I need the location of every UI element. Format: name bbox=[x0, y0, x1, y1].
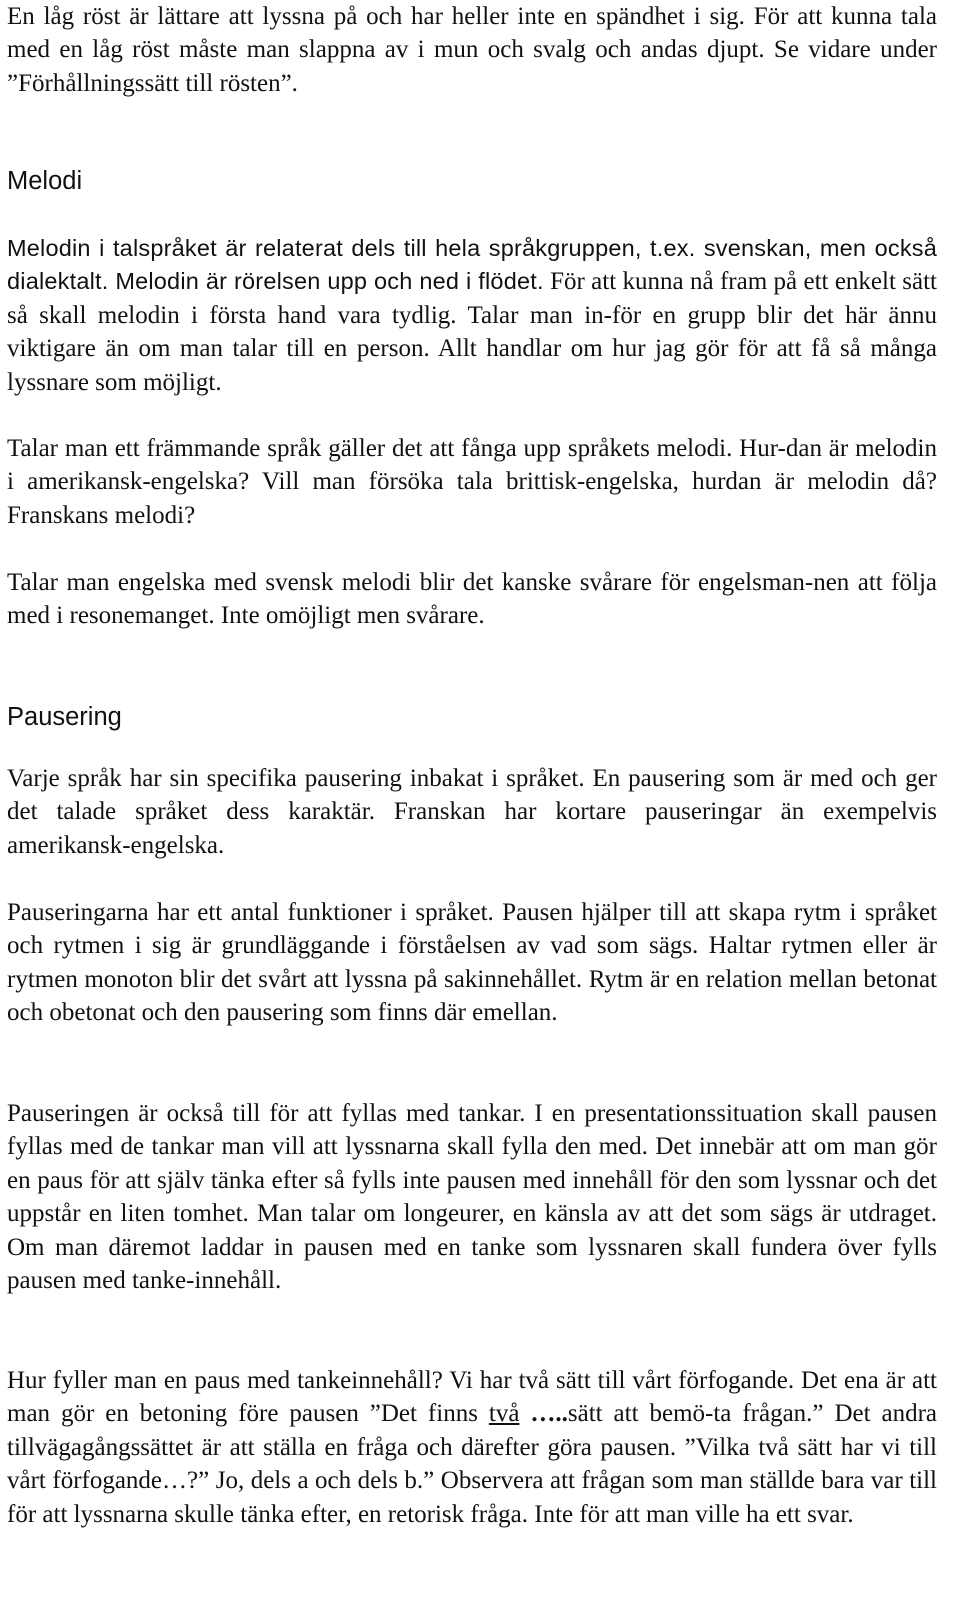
melodi-paragraph-1-sans: Melodin i talspråket är relaterat dels till hela språkgruppen, t.ex. svenskan, men också dialektalt. Melodin är rörelsen upp och ned i flödet. bbox=[7, 235, 937, 295]
intro-paragraph: En låg röst är lättare att lyssna på och har heller inte en spändhet i sig. För att kunna tala med en låg röst måste man slappna av i mun och svalg och andas djupt. Se vidare under ”Förhållningssätt till rösten”. bbox=[7, 3, 937, 97]
underlined-word: två bbox=[488, 1400, 520, 1428]
pausering-paragraph-2: Pauseringarna har ett antal funktioner i språket. Pausen hjälper till att skapa rytm i språket och rytmen i sig är grundläggande i förståelsen av vad som sägs. Haltar rytmen eller är rytmen monoton blir det svårt att lyssna på sakinnehållet. Rytm är en relation mellan betonat och obetonat och den pausering som finns där emellan. bbox=[7, 899, 937, 1027]
pausering-paragraph-4-end: sätt att bemö-ta frågan.” Det andra tillvägagångssättet är att ställa en fråga och därefter göra pausen. ”Vilka två sätt har vi till vårt förfogande…?” Jo, dels a och dels b.” Observera att frågan som man ställde bara var till för att lyssnarna skulle tänka efter, en retorisk fråga. Inte för att man ville ha ett svar. bbox=[7, 1400, 938, 1528]
pausering-paragraph-3: Pauseringen är också till för att fyllas med tankar. I en presentationssituation skall pausen fyllas med de tankar man vill att lyssnarna skall fylla den med. Det innebär att om man gör en paus för att själv tänka efter så fylls inte pausen med innehåll för den som lyssnar och det uppstår en liten tomhet. Man talar om longeurer, en känsla av att det som sägs är utdraget. Om man däremot laddar in pausen med en tanke som lyssnaren skall fundera över fylls pausen med tanke-innehåll. bbox=[7, 1100, 937, 1295]
heading-melodi: Melodi bbox=[7, 167, 83, 195]
bold-ellipsis: ….. bbox=[519, 1400, 568, 1428]
melodi-paragraph-3: Talar man engelska med svensk melodi blir det kanske svårare för engelsman-nen att följa med i resonemanget. Inte omöjligt men svårare. bbox=[7, 569, 937, 630]
melodi-paragraph-1-rest: För att kunna nå fram på ett enkelt sätt så skall melodin i första hand vara tydlig. Talar man in-för en grupp blir det här ännu viktigare än om man talar till en person. Allt handlar om hur jag gör för att få så många lyssnare som möjligt. bbox=[7, 268, 937, 396]
melodi-paragraph-1 bbox=[7, 232, 937, 399]
pausering-paragraph-4-start: Hur fyller man en paus med tankeinnehåll? Vi har två sätt till vårt förfogande. Det ena är att man gör en betoning före pausen ”Det finns bbox=[7, 1367, 937, 1428]
pausering-paragraph-4 bbox=[7, 1364, 937, 1531]
heading-pausering: Pausering bbox=[7, 703, 122, 731]
pausering-paragraph-1: Varje språk har sin specifika pausering inbakat i språket. En pausering som är med och ger det talade språket dess karaktär. Franskan har kortare pauseringar än exempelvis amerikansk-engelska. bbox=[7, 765, 937, 859]
melodi-paragraph-2: Talar man ett främmande språk gäller det att fånga upp språkets melodi. Hur-dan är melodin i amerikansk-engelska? Vill man försöka tala brittisk-engelska, hurdan är melodin då? Franskans melodi? bbox=[7, 435, 937, 529]
